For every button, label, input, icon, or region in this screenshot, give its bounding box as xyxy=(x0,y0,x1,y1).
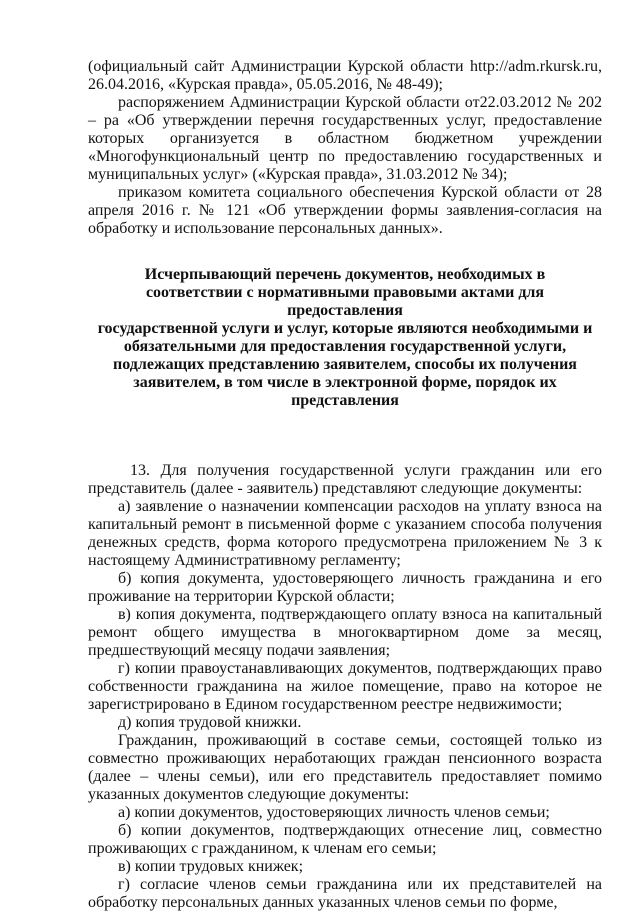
list-item-g: г) копии правоустанавливающих документов, подтверждающих право собственности гражданина на жилое помещение, право на которое не зарегистрировано в Едином государственном реестре недвижимости; xyxy=(88,660,602,713)
paragraph-family-members: Гражданин, проживающий в составе семьи, состоящей только из совместно проживающих неработающих граждан пенсионного возраста (далее – члены семьи), или его представитель предоставляет помимо указанных документов следующие документы: xyxy=(88,732,602,803)
paragraph-order-202: распоряжением Администрации Курской области от22.03.2012 № 202 – ра «Об утверждении перечня государственных услуг, предоставление которых организуется в областном бюджетном учреждении «Многофункциональный центр по предоставлению государственных и муниципальных услуг» («Курская правда», 31.03.2012 № 34); xyxy=(88,94,602,183)
heading-line: соответствии с нормативными правовыми актами для предоставления xyxy=(145,284,545,319)
legal-references-block xyxy=(88,58,602,238)
family-item-g: г) согласие членов семьи гражданина или их представителей на обработку персональных данных указанных членов семьи по форме, xyxy=(88,876,602,911)
paragraph-13: 13. Для получения государственной услуги гражданин или его представитель (далее - заявитель) представляют следующие документы: xyxy=(88,462,602,497)
family-item-a: а) копии документов, удостоверяющих личность членов семьи; xyxy=(118,804,550,821)
heading-line: государственной услуги и услуг, которые являются необходимыми и xyxy=(97,320,593,337)
list-item-v: в) копия документа, подтверждающего оплату взноса на капитальный ремонт общего имущества в многоквартирном доме за месяц, предшествующий месяцу подачи заявления; xyxy=(88,606,602,659)
list-item-d: д) копия трудовой книжки. xyxy=(118,714,302,731)
family-item-b: б) копии документов, подтверждающих отнесение лиц, совместно проживающих с гражданином, к членам его семьи; xyxy=(88,822,602,857)
heading-line: представления xyxy=(291,392,399,409)
heading-line: заявителем, в том числе в электронной форме, порядок их xyxy=(133,374,557,391)
list-item-b: б) копия документа, удостоверяющего личность гражданина и его проживание на территории Курской области; xyxy=(88,570,602,605)
list-item-a: а) заявление о назначении компенсации расходов на уплату взноса на капитальный ремонт в письменной форме с указанием способа получения денежных средств, форма которого предусмотрена приложением № 3 к настоящему Административному регламенту; xyxy=(88,498,602,569)
family-item-v: в) копии трудовых книжек; xyxy=(118,858,304,875)
paragraph-official-site: (официальный сайт Администрации Курской области http://adm.rkursk.ru, 26.04.2016, «Курская правда», 05.05.2016, № 48-49); xyxy=(88,58,602,93)
heading-line: подлежащих представлению заявителем, способы их получения xyxy=(113,356,577,373)
heading-line: Исчерпывающий перечень документов, необходимых в xyxy=(144,266,546,283)
section-heading xyxy=(88,266,602,410)
heading-line: обязательными для предоставления государственной услуги, xyxy=(123,338,567,355)
paragraph-order-121: приказом комитета социального обеспечения Курской области от 28 апреля 2016 г. № 121 «Об утверждении формы заявления-согласия на обработку и использование персональных данных». xyxy=(88,184,602,237)
documents-list-block xyxy=(88,462,602,912)
